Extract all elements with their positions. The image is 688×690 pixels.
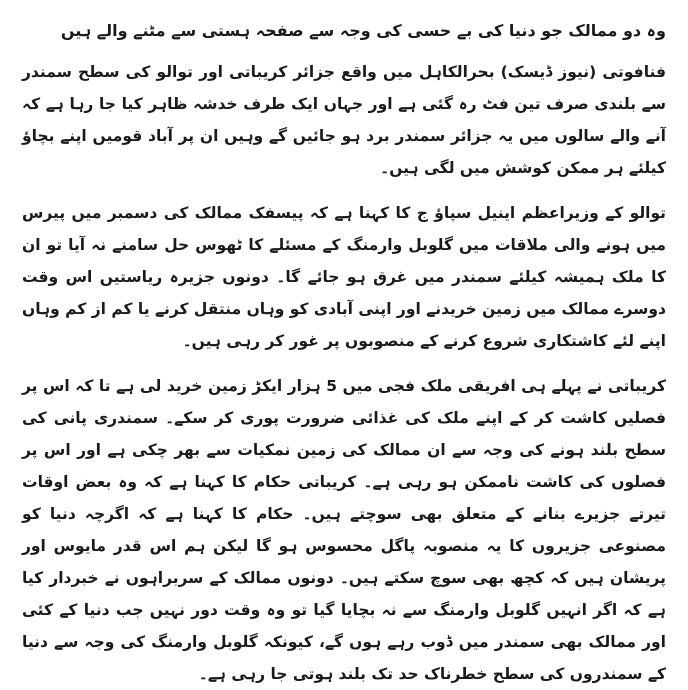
article-paragraph-2: توالو کے وزیراعظم اینیل سپاؤ ج کا کہنا ہے کہ پیسفک ممالک کی دسمبر میں پیرس میں ہونے والی ملاقات میں گلوبل وارمنگ کے مسئلے کا ٹھوس حل سامنے نہ آیا تو ان کا ملک ہمیشہ کیلئے سمندر میں غرق ہو جائے گا۔ دونوں جزیرہ ریاستیں اس وقت دوسرے ممالک میں زمین خریدنے اور اپنی آبادی کو وہاں منتقل کرنے یا کم از کم وہاں اپنے لئے کاشتکاری شروع کرنے کے منصوبوں پر غور کر رہی ہیں۔: [22, 204, 666, 350]
article-paragraph-1: فنافوتی (نیوز ڈیسک) بحرالکاہل میں واقع جزائر کریباتی اور توالو کی سطح سمندر سے بلندی صرف تین فٹ رہ گئی ہے اور جہاں ایک طرف خدشہ ظاہر کیا جا رہا ہے کہ آنے والے سالوں میں یہ جزائر سمندر برد ہو جائیں گے وہیں ان پر آباد قومیں اپنے بچاؤ کیلئے ہر ممکن کوشش میں لگی ہیں۔: [22, 63, 666, 177]
article-paragraph-3: کریباتی نے پہلے ہی افریقی ملک فجی میں 5 ہزار ایکڑ زمین خرید لی ہے تا کہ اس پر فصلیں کاشت کر کے اپنے ملک کی غذائی ضرورت پوری کر سکے۔ سمندری پانی کی سطح بلند ہونے کی وجہ سے ان ممالک کی زمین نمکیات سے بھر چکی ہے اور اس پر فصلوں کی کاشت ناممکن ہو رہی ہے۔ کریباتی حکام کا کہنا ہے کہ وہ بعض اوقات تیرتے جزیرے بنانے کے متعلق بھی سوچتے ہیں۔ حکام کا کہنا ہے کہ اگرچہ دنیا کو مصنوعی جزیروں کا یہ منصوبہ پاگل محسوس ہو گا لیکن ہم اس قدر مایوس اور پریشان ہیں کہ کچھ بھی سوچ سکتے ہیں۔ دونوں ممالک کے سربراہوں نے خبردار کیا ہے کہ اگر انہیں گلوبل وارمنگ سے نہ بچایا گیا تو وہ وقت دور نہیں جب دنیا کے کئی اور ممالک بھی سمندر میں ڈوب رہے ہوں گے، کیونکہ گلوبل وارمنگ کی وجہ سے دنیا کے سمندروں کی سطح خطرناک حد تک بلند ہوتی جا رہی ہے۔: [22, 377, 666, 683]
article-headline: وہ دو ممالک جو دنیا کی بے حسی کی وجہ سے صفحہ ہستی سے مٹنے والے ہیں: [60, 21, 666, 40]
